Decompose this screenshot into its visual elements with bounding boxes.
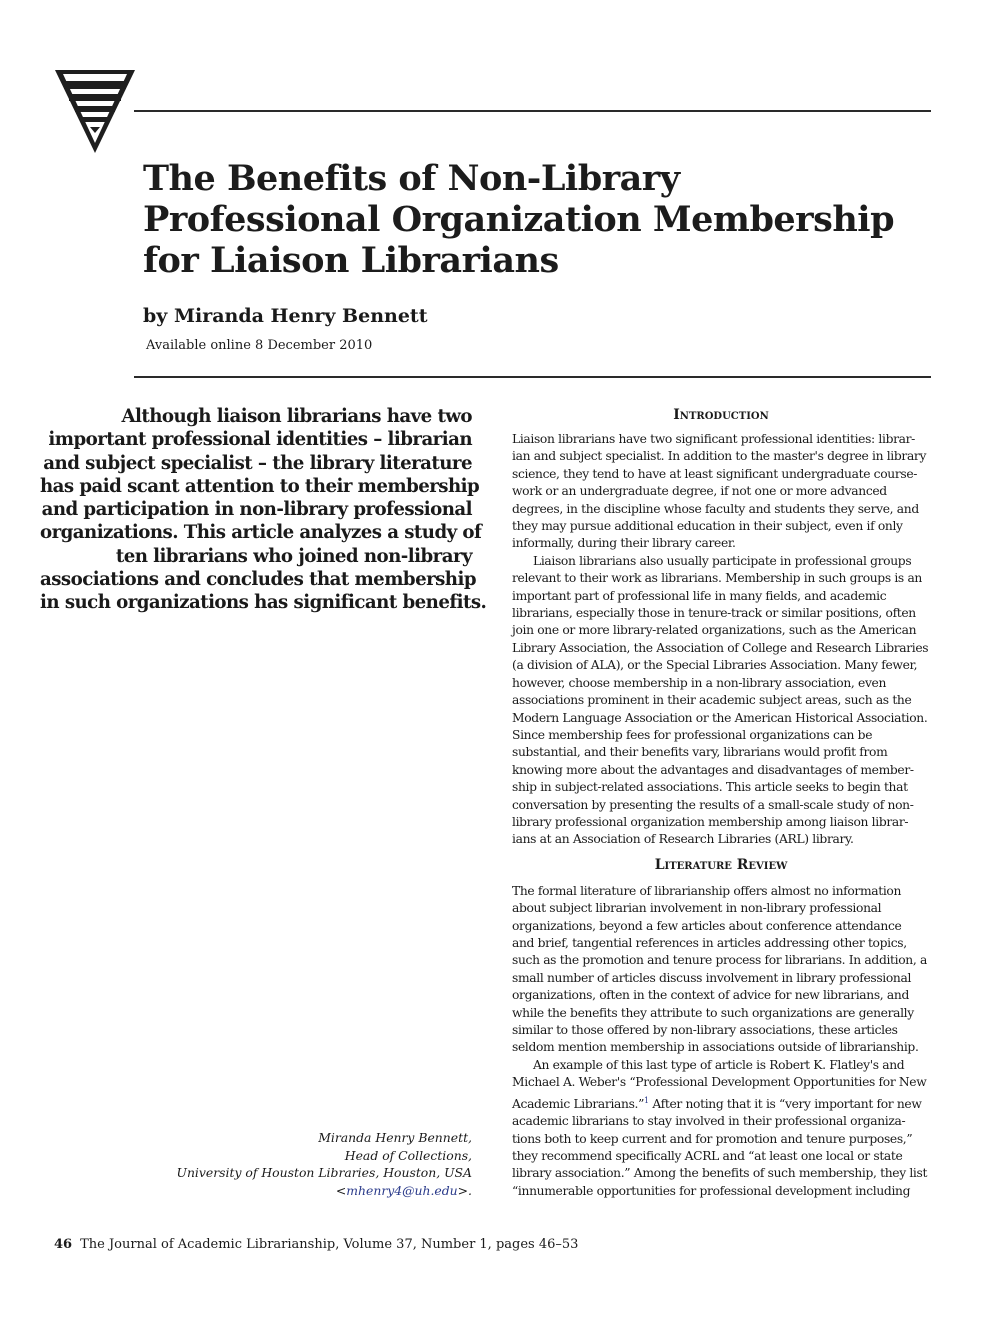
available-online-date: Available online 8 December 2010 bbox=[146, 338, 373, 353]
page-footer bbox=[54, 1237, 578, 1252]
title-line: Professional Organization Membership bbox=[143, 199, 895, 240]
author-byline: by Miranda Henry Bennett bbox=[143, 305, 428, 327]
paragraph: Liaison librarians also usually participate in professional groups relevant to their work as librarians. Membership in such groups is an important part of professional life in many fields, and academic librarians, especially those in tenure-track or similar positions, often join one or more library-related organizations, such as the American Library Association, the Association of College and Research Libraries (a division of ALA), or the Special Libraries Association. Many fewer, however, choose membership in a non-library association, even associations prominent in their academic subject areas, such as the Modern Language Association or the American Historical Association. Since membership fees for professional organizations can be substantial, and their benefits vary, librarians would profit from knowing more about the advantages and disadvantages of member- ship in subject-related associations. This article seeks to begin that conversation by presenting the results of a small-scale study of non- library professional organization membership among liaison librar- ians at an Association of Research Libraries (ARL) library. bbox=[512, 553, 929, 847]
abstract-line: and subject specialist – the library literature bbox=[43, 452, 472, 474]
top-rule bbox=[134, 110, 931, 112]
affiliation-email-line: <mhenry4@uh.edu>. bbox=[335, 1182, 472, 1198]
affiliation-name: Miranda Henry Bennett, bbox=[318, 1130, 472, 1145]
abstract-line: and participation in non-library professional bbox=[41, 499, 472, 521]
abstract-line: Although liaison librarians have two bbox=[121, 406, 472, 427]
affiliation-position: Head of Collections, bbox=[344, 1147, 472, 1163]
author-affiliation bbox=[160, 1129, 472, 1199]
journal-logo-icon bbox=[54, 69, 136, 155]
abstract bbox=[40, 405, 487, 615]
article-title bbox=[143, 158, 923, 281]
paragraph: An example of this last type of article is Robert K. Flatley's and Michael A. Weber's “Professional Development Opportunities for New Academic Librarians.”$^1$ After noting that it is “very important for new academic librarians to stay involved in their professional organiza- tions both to keep current and for promotion and tenure purposes,” they recommend specifically ACRL and “at least one local or state library association.” Among the benefits of such membership, they list “innumerable opportunities for professional development including bbox=[512, 1057, 928, 1198]
footnote-ref[interactable]: 1 bbox=[644, 1095, 649, 1105]
title-line: for Liaison Librarians bbox=[143, 240, 559, 281]
journal-citation: The Journal of Academic Librarianship, Volume 37, Number 1, pages 46–53 bbox=[80, 1237, 579, 1252]
paragraph: The formal literature of librarianship offers almost no information about subject librarian involvement in non-library professional organizations, beyond a few articles about conference attendance and brief, tangential references in articles addressing other topics, such as the promotion and tenure process for librarians. In addition, a small number of articles discuss involvement in library professional organizations, often in the context of advice for new librarians, and while the benefits they attribute to such organizations are generally similar to those offered by non-library associations, these articles seldom mention membership in associations outside of librarianship. bbox=[512, 883, 927, 1055]
abstract-line: in such organizations has significant benefits. bbox=[40, 592, 487, 614]
abstract-line: has paid scant attention to their membership bbox=[40, 475, 480, 497]
section-heading-introduction: Introduction bbox=[673, 407, 769, 423]
header-rule bbox=[134, 376, 931, 378]
section-heading-literature-review: Literature Review bbox=[654, 856, 788, 873]
page-number: 46 bbox=[54, 1237, 73, 1252]
title-line: The Benefits of Non-Library bbox=[143, 158, 680, 199]
abstract-line: associations and concludes that membership bbox=[40, 569, 477, 591]
paragraph: Liaison librarians have two significant professional identities: librar- ian and subject specialist. In addition to the master's degree in library science, they tend to have at least significant undergraduate course- work or an undergraduate degree, if not one or more advanced degrees, in the discipline whose faculty and students they serve, and they may pursue additional education in their subject, even if only informally, during their library career. bbox=[512, 432, 927, 551]
affiliation-institution: University of Houston Libraries, Houston, USA bbox=[176, 1165, 472, 1181]
body-column bbox=[512, 405, 930, 1200]
abstract-line: organizations. This article analyzes a study of bbox=[40, 522, 482, 544]
author-email-link[interactable]: mhenry4@uh.edu bbox=[346, 1182, 458, 1198]
abstract-line: ten librarians who joined non-library bbox=[115, 545, 472, 567]
abstract-line: important professional identities – librarian bbox=[48, 429, 472, 451]
